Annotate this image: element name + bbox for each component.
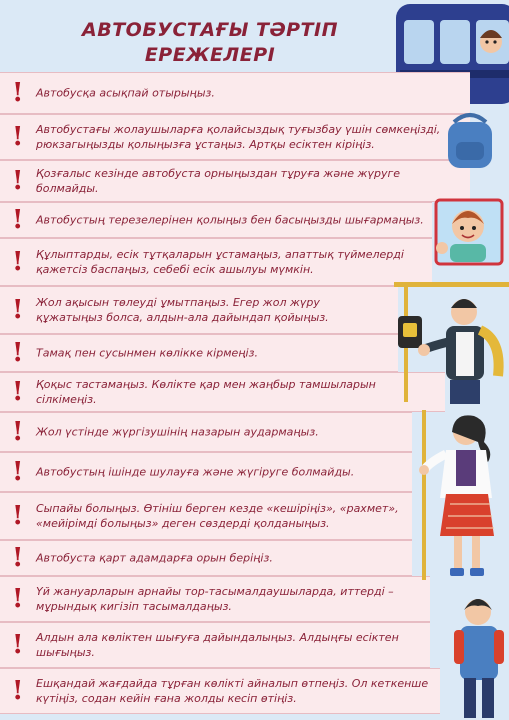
passenger-validator-icon [394, 276, 509, 408]
rule-item [0, 238, 432, 286]
rule-text: Қоқыс тастамаңыз. Көлікте қар мен жаңбыр тамшыларын сілкімеңіз. [36, 378, 376, 406]
rule-text: Ешқандай жағдайда тұрған көлікті айналып өтпеңіз. Ол кеткенше күтіңіз, содан кейін ғана жолды кесіп өтіңіз. [36, 677, 429, 705]
exclamation-icon: ! [12, 584, 24, 614]
exclamation-icon: ! [12, 676, 24, 706]
rule-item [0, 202, 432, 238]
rule-item [0, 286, 398, 334]
rule-item [0, 114, 470, 160]
rule-text: Автобустың ішінде шулауға және жүгіруге болмайды. [36, 465, 355, 479]
exclamation-icon: ! [12, 417, 24, 447]
rule-item [0, 540, 412, 576]
exclamation-icon: ! [12, 247, 24, 277]
rule-item [0, 452, 412, 492]
title-line-2: ЕРЕЖЕЛЕРІ [144, 44, 276, 66]
title-line-1: АВТОБУСТАҒЫ ТӘРТІП [82, 19, 338, 41]
standing-boy-icon [440, 590, 509, 720]
exclamation-icon: ! [12, 543, 24, 573]
exclamation-icon: ! [12, 457, 24, 487]
rule-item [0, 72, 470, 114]
exclamation-icon: ! [12, 122, 24, 152]
rule-text: Қозғалыс кезінде автобуста орныңыздан тұруға және жүруге болмайды. [36, 167, 401, 195]
rule-item [0, 412, 412, 452]
rule-text: Үй жануарларын арнайы тор-тасымалдаушыларда, иттерді – мұрындық кигізіп тасымалдаңыз. [36, 585, 394, 613]
rule-text: Жол үстінде жүргізушінің назарын аудармаңыз. [36, 425, 319, 439]
rule-text: Автобуста қарт адамдарға орын беріңіз. [36, 551, 273, 565]
exclamation-icon: ! [12, 377, 24, 407]
exclamation-icon: ! [12, 338, 24, 368]
rule-text: Автобустың терезелерінен қолыңыз бен басыңызды шығармаңыз. [36, 213, 424, 227]
child-window-icon [434, 198, 504, 266]
exclamation-icon: ! [12, 295, 24, 325]
rule-text: Сыпайы болыңыз. Өтініш берген кезде «кешіріңіз», «рахмет», «мейірімді болыңыз» деген сөздерді қолданыңыз. [36, 502, 399, 530]
exclamation-icon: ! [12, 630, 24, 660]
rule-item [0, 576, 430, 622]
rule-text: Алдын ала көліктен шығуға дайындалыңыз. Алдыңғы есіктен шығыңыз. [36, 631, 399, 659]
rule-text: Құлыптарды, есік тұтқаларын ұстамаңыз, апаттық түймелерді қажетсіз баспаңыз, себебі есік ашылуы мүмкін. [36, 248, 404, 276]
rule-text: Автобустағы жолаушыларға қолайсыздық туғызбау үшін сөмкеңізді, рюкзагыңызды қолыңызға ұстаңыз. Артқы есіктен кіріңіз. [36, 123, 441, 151]
rule-text: Жол ақысын төлеуді ұмытпаңыз. Егер жол жүру құжатыңыз болса, алдын-ала дайындап қойыңыз. [36, 296, 329, 324]
standing-girl-icon [416, 410, 509, 580]
rule-text: Автобусқа асықпай отырыңыз. [36, 86, 215, 100]
rule-item [0, 160, 470, 202]
exclamation-icon: ! [12, 501, 24, 531]
exclamation-icon: ! [12, 78, 24, 108]
exclamation-icon: ! [12, 166, 24, 196]
rule-item [0, 334, 398, 372]
exclamation-icon: ! [12, 205, 24, 235]
backpack-icon [440, 108, 500, 170]
rule-item [0, 492, 412, 540]
rule-item [0, 372, 445, 412]
rule-item [0, 668, 440, 714]
rule-item [0, 622, 430, 668]
rule-text: Тамақ пен сусынмен көлікке кірмеңіз. [36, 346, 258, 360]
